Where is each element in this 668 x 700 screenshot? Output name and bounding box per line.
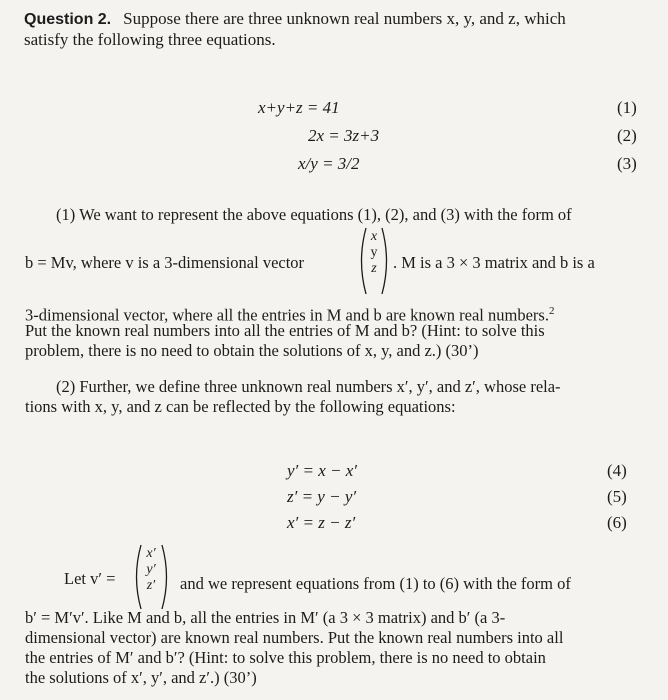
equation-5-number: (5) [607,487,627,506]
vector-v-x: x [370,229,378,244]
equation-3-number: (3) [617,154,637,173]
question-intro: Suppose there are three unknown real numbers x, y, and z, which [123,9,566,28]
part3-line1-right: and we represent equations from (1) to (6) with the form of [180,574,571,593]
equation-2: 2x = 3z+3 [308,126,380,145]
part3-line3: dimensional vector) are known real numbers. Put the known real numbers into all [25,628,564,647]
equation-1-number: (1) [617,98,637,117]
equation-2-number: (2) [617,126,637,145]
part3-line2: b′ = M′v′. Like M and b, all the entries in M′ (a 3 × 3 matrix) and b′ (a 3- [25,608,506,627]
equation-4-number: (4) [607,461,627,480]
vector-vprime-x: x′ [146,546,156,561]
vector-vprime-z: z′ [146,578,156,593]
part1-line3-text: 3-dimensional vector, where all the entries in M and b are known real numbers. [25,305,549,325]
let-v-prime-label: Let v′ = [64,569,116,588]
part2-line1: (2) Further, we define three unknown real numbers x′, y′, and z′, whose rela- [56,377,561,396]
equation-5: z′ = y − y′ [287,487,357,506]
part1-line5: problem, there is no need to obtain the solutions of x, y, and z.) (30’) [25,341,479,360]
part1-line2-left: b = Mv, where v is a 3-dimensional vector [25,253,305,272]
part1-line4: Put the known real numbers into all the entries of M and b? (Hint: to solve this [25,321,545,340]
equation-6: x′ = z − z′ [287,513,356,532]
footnote-marker: 2 [548,305,555,317]
equation-6-number: (6) [607,513,627,532]
equation-4: y′ = x − x′ [287,461,358,480]
part2-line2: tions with x, y, and z can be reflected by the following equations: [25,397,456,416]
vector-vprime-entries [140,546,162,594]
equation-3: x/y = 3/2 [298,154,360,173]
equation-1: x+y+z = 41 [258,98,340,117]
question-intro-line1 [24,9,566,29]
part3-line5: the solutions of x′, y′, and z′.) (30’) [25,668,257,687]
vector-v-right-paren [380,226,392,296]
vector-vprime-y: y′ [146,562,156,577]
vector-vprime-right-paren [160,543,172,611]
vector-v-y: y [370,245,378,260]
question-heading: Question 2. [24,11,112,28]
part1-line1: (1) We want to represent the above equations (1), (2), and (3) with the form of [56,205,572,224]
part3-line4: the entries of M′ and b′? (Hint: to solve this problem, there is no need to obtain [25,648,546,667]
question-intro-line2: satisfy the following three equations. [24,30,276,49]
part1-line2-right: . M is a 3 × 3 matrix and b is a [393,253,595,272]
vector-v-z: z [371,261,377,276]
